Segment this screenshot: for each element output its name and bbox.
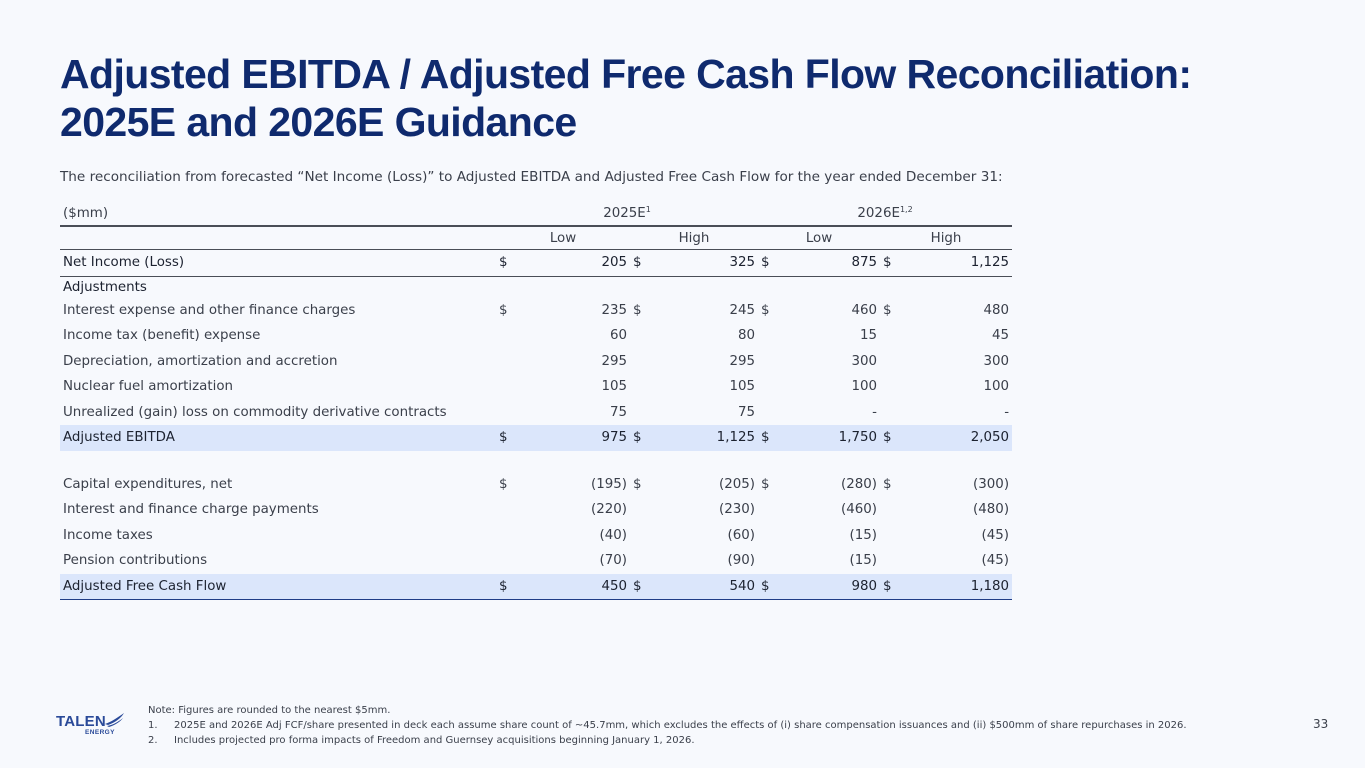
value-cell: (40): [599, 527, 627, 543]
column-header-high: High: [880, 226, 1012, 250]
value-cell: 15: [859, 328, 878, 344]
value-cell: 460: [851, 302, 878, 318]
value-cell: 80: [737, 328, 756, 344]
footnotes: [148, 703, 1187, 748]
page-number: 33: [1313, 717, 1329, 731]
table-row: [60, 472, 1012, 498]
footnote-number: 2.: [148, 735, 158, 746]
row-label: Nuclear fuel amortization: [63, 379, 234, 395]
value-cell: 1,750: [780, 425, 880, 451]
row-label: Income taxes: [63, 527, 153, 543]
value-cell: 245: [729, 302, 756, 318]
header-row-range: [60, 226, 1012, 250]
table-row: [60, 323, 1012, 349]
logo-subtitle: ENERGY: [85, 729, 115, 736]
row-label: Interest and finance charge payments: [63, 502, 319, 518]
value-cell: (45): [981, 553, 1010, 569]
value-cell: (300): [973, 476, 1010, 492]
spacer-row: [60, 451, 1012, 472]
footnote-2: [148, 733, 1187, 748]
value-cell: 45: [992, 328, 1010, 344]
row-label: Adjusted Free Cash Flow: [60, 574, 496, 600]
value-cell: (45): [981, 527, 1010, 543]
dollar-sign: $: [630, 574, 650, 600]
value-cell: (460): [841, 502, 878, 518]
row-label: Income tax (benefit) expense: [63, 328, 261, 344]
intro-text: The reconciliation from forecasted “Net Income (Loss)” to Adjusted EBITDA and Adjusted Free Cash Flow for the year ended December 31:: [60, 169, 1003, 185]
table-row: [60, 374, 1012, 400]
value-cell: 975: [518, 425, 630, 451]
footnote-number: 1.: [148, 720, 158, 731]
value-cell: 100: [851, 379, 878, 395]
value-cell: 1,125: [650, 425, 758, 451]
header-row-years: [60, 201, 1012, 226]
row-label: Pension contributions: [63, 553, 208, 569]
dollar-sign: $: [880, 574, 902, 600]
value-cell: 450: [518, 574, 630, 600]
dollar-sign: $: [496, 574, 518, 600]
dollar-sign: $: [496, 425, 518, 451]
value-cell: 1,125: [902, 250, 1012, 277]
page-title: [60, 50, 1310, 146]
value-cell: 105: [601, 379, 627, 395]
dollar-sign: $: [496, 250, 518, 277]
table-row: [60, 497, 1012, 523]
value-cell: -: [872, 404, 878, 420]
table-row-adjusted-free-cash-flow: [60, 574, 1012, 600]
table-row: [60, 349, 1012, 375]
table-row-adjustments-header: [60, 276, 1012, 298]
value-cell: 1,180: [902, 574, 1012, 600]
value-cell: (480): [973, 502, 1010, 518]
footnote-text: 2025E and 2026E Adj FCF/share presented in deck each assume share count of ~45.7mm, which excludes the effects of (i) share compensation issuances and (ii) $500mm of share repurchases in 2026.: [174, 720, 1187, 731]
footnote-note: Note: Figures are rounded to the nearest $5mm.: [148, 705, 391, 716]
value-cell: 100: [983, 379, 1010, 395]
column-header-2025e: $2025E^1$: [496, 201, 758, 226]
column-header-2026e: $2026E^{1,2}$: [758, 201, 1012, 226]
page-title-line-1: Adjusted EBITDA / Adjusted Free Cash Flow Reconciliation:: [60, 51, 1192, 97]
dollar-sign: $: [880, 250, 902, 277]
value-cell: 295: [729, 353, 756, 369]
dollar-sign: $: [633, 302, 642, 318]
value-cell: (60): [727, 527, 756, 543]
table-row: [60, 298, 1012, 324]
dollar-sign: $: [883, 476, 892, 492]
value-cell: -: [1004, 404, 1010, 420]
table-row-adjusted-ebitda: [60, 425, 1012, 451]
row-label: Adjusted EBITDA: [60, 425, 496, 451]
footnote-1: [148, 718, 1187, 733]
column-header-low: Low: [496, 226, 630, 250]
dollar-sign: $: [880, 425, 902, 451]
table-row: [60, 400, 1012, 426]
dollar-sign: $: [758, 574, 780, 600]
value-cell: 295: [601, 353, 627, 369]
value-cell: 75: [609, 404, 627, 420]
dollar-sign: $: [761, 302, 770, 318]
value-cell: 235: [601, 302, 627, 318]
value-cell: (220): [590, 502, 627, 518]
value-cell: 60: [609, 328, 627, 344]
dollar-sign: $: [499, 476, 508, 492]
dollar-sign: $: [630, 250, 650, 277]
value-cell: 325: [650, 250, 758, 277]
dollar-sign: $: [499, 302, 508, 318]
value-cell: (70): [599, 553, 627, 569]
value-cell: (15): [849, 527, 878, 543]
value-cell: (15): [849, 553, 878, 569]
value-cell: (205): [719, 476, 756, 492]
row-label: Unrealized (gain) loss on commodity derivative contracts: [63, 404, 447, 420]
wing-icon: [105, 713, 125, 727]
footnote-text: Includes projected pro forma impacts of Freedom and Guernsey acquisitions beginning January 1, 2026.: [174, 735, 695, 746]
dollar-sign: $: [633, 476, 642, 492]
value-cell: 300: [983, 353, 1010, 369]
row-label: Depreciation, amortization and accretion: [63, 353, 338, 369]
value-cell: (280): [841, 476, 878, 492]
value-cell: 540: [650, 574, 758, 600]
unit-label: ($mm): [60, 201, 496, 226]
row-label: Capital expenditures, net: [63, 476, 233, 492]
value-cell: 105: [729, 379, 756, 395]
section-label: Adjustments: [63, 279, 147, 295]
dollar-sign: $: [883, 302, 892, 318]
value-cell: 875: [780, 250, 880, 277]
table-row-net-income: [60, 250, 1012, 277]
dollar-sign: $: [630, 425, 650, 451]
value-cell: 480: [983, 302, 1010, 318]
dollar-sign: $: [758, 250, 780, 277]
value-cell: (195): [590, 476, 627, 492]
dollar-sign: $: [761, 476, 770, 492]
dollar-sign: $: [758, 425, 780, 451]
row-label: Net Income (Loss): [60, 250, 496, 277]
reconciliation-table: [60, 201, 1012, 600]
value-cell: 75: [737, 404, 756, 420]
table-row: [60, 523, 1012, 549]
column-header-high: High: [630, 226, 758, 250]
value-cell: 300: [851, 353, 878, 369]
value-cell: (90): [727, 553, 756, 569]
table-row: [60, 548, 1012, 574]
logo-wordmark: TALEN: [56, 713, 106, 730]
value-cell: 980: [780, 574, 880, 600]
value-cell: (230): [719, 502, 756, 518]
company-logo: [56, 711, 126, 737]
value-cell: 205: [518, 250, 630, 277]
row-label: Interest expense and other finance charges: [63, 302, 356, 318]
value-cell: 2,050: [902, 425, 1012, 451]
column-header-low: Low: [758, 226, 880, 250]
page-title-line-2: 2025E and 2026E Guidance: [60, 99, 577, 145]
